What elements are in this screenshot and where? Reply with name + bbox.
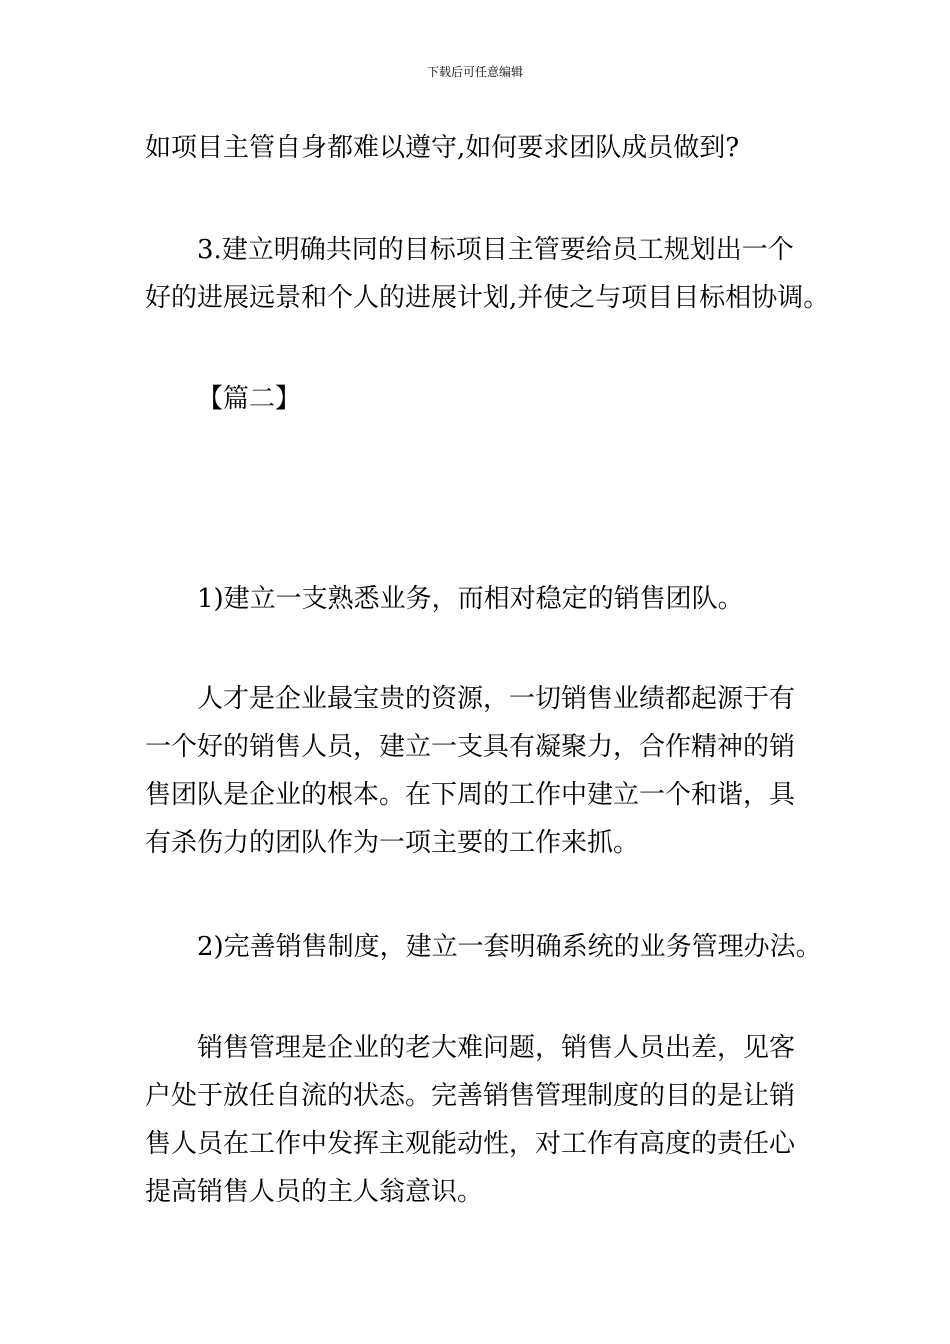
page-header	[0, 64, 950, 80]
paragraph-line: 好的进展远景和个人的进展计划,并使之与项目目标相协调。	[145, 283, 830, 313]
paragraph-line: 一个好的销售人员，建立一支具有凝聚力，合作精神的销	[145, 732, 796, 762]
paragraph-6	[145, 923, 822, 971]
paragraph-line: 售人员在工作中发挥主观能动性，对工作有高度的责任心	[145, 1129, 796, 1159]
paragraph-4	[145, 575, 815, 623]
paragraph-line: 1)建立一支熟悉业务，而相对稳定的销售团队。	[197, 584, 744, 614]
header-text: 下载后可任意编辑	[426, 65, 523, 79]
paragraph-5	[145, 675, 815, 867]
section-heading	[145, 375, 815, 423]
paragraph-1	[145, 124, 815, 172]
paragraph-line: 有杀伤力的团队作为一项主要的工作来抓。	[145, 828, 640, 858]
paragraph-2	[145, 226, 830, 322]
paragraph-7	[145, 1024, 815, 1216]
paragraph-line: 售团队是企业的根本。在下周的工作中建立一个和谐，具	[145, 780, 796, 810]
paragraph-line: 人才是企业最宝贵的资源，一切销售业绩都起源于有	[197, 684, 796, 714]
section-heading-text: 【篇二】	[197, 384, 302, 414]
paragraph-line: 提高销售人员的主人翁意识。	[145, 1177, 484, 1207]
paragraph-line: 2)完善销售制度，建立一套明确系统的业务管理办法。	[197, 932, 822, 962]
paragraph-line: 销售管理是企业的老大难问题，销售人员出差，见客	[197, 1033, 796, 1063]
paragraph-line: 3.建立明确共同的目标项目主管要给员工规划出一个	[197, 235, 794, 265]
paragraph-line: 户处于放任自流的状态。完善销售管理制度的目的是让销	[145, 1081, 796, 1111]
paragraph-line: 如项目主管自身都难以遵守,如何要求团队成员做到?	[145, 133, 740, 163]
